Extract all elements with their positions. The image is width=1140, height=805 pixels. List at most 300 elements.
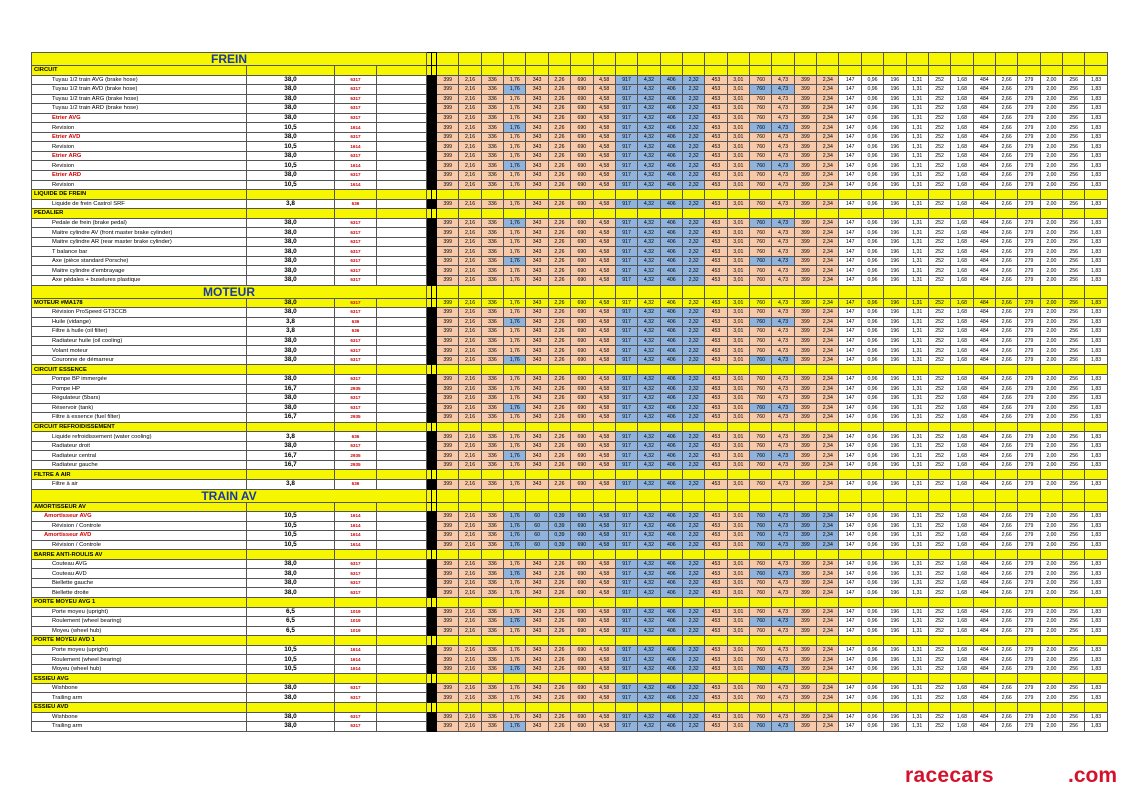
empty-cell — [377, 228, 427, 238]
value-cell: 2,26 — [548, 132, 570, 142]
value-cell: 484 — [973, 113, 995, 123]
empty-cell — [861, 190, 883, 200]
value-cell: 399 — [794, 161, 816, 171]
value-cell: 2,16 — [459, 569, 481, 579]
ref-cell: 6317 — [335, 256, 377, 266]
hours-cell: 38,0 — [247, 228, 335, 238]
value-cell: 4,58 — [593, 655, 615, 665]
value-cell: 2,16 — [459, 298, 481, 308]
value-cell: 406 — [660, 142, 682, 152]
empty-cell — [1018, 285, 1040, 298]
empty-cell — [1018, 209, 1040, 219]
value-cell: 252 — [928, 228, 950, 238]
empty-cell — [481, 285, 503, 298]
empty-cell — [839, 285, 861, 298]
value-cell: 2,26 — [548, 151, 570, 161]
empty-cell — [951, 703, 973, 713]
hours-cell: 38,0 — [247, 171, 335, 181]
value-cell: 256 — [1063, 569, 1085, 579]
value-cell: 2,34 — [817, 569, 839, 579]
value-cell: 1,76 — [504, 113, 526, 123]
value-cell: 2,34 — [817, 247, 839, 257]
value-cell: 343 — [526, 161, 548, 171]
value-cell: 2,32 — [682, 588, 704, 598]
value-cell: 690 — [571, 276, 593, 286]
category-row — [32, 502, 1108, 512]
empty-cell — [817, 703, 839, 713]
value-cell: 3,01 — [727, 479, 749, 489]
value-cell: 399 — [794, 460, 816, 470]
value-cell: 484 — [973, 403, 995, 413]
value-cell: 484 — [973, 588, 995, 598]
empty-cell — [1040, 550, 1062, 560]
empty-cell — [377, 266, 427, 276]
value-cell: 760 — [750, 327, 772, 337]
value-cell: 453 — [705, 432, 727, 442]
value-cell: 2,66 — [995, 142, 1017, 152]
value-cell: 256 — [1063, 540, 1085, 550]
value-cell: 690 — [571, 199, 593, 209]
hours-cell: 10,5 — [247, 512, 335, 522]
value-cell: 917 — [615, 199, 637, 209]
empty-cell — [1085, 502, 1107, 512]
empty-cell — [459, 636, 481, 646]
value-cell: 917 — [615, 113, 637, 123]
empty-cell — [951, 190, 973, 200]
value-cell: 196 — [884, 161, 906, 171]
value-cell: 252 — [928, 683, 950, 693]
value-cell: 256 — [1063, 199, 1085, 209]
value-cell: 343 — [526, 569, 548, 579]
empty-cell — [548, 422, 570, 432]
value-cell: 279 — [1018, 664, 1040, 674]
value-cell: 2,16 — [459, 161, 481, 171]
ref-cell: 6317 — [335, 276, 377, 286]
value-cell: 1,31 — [906, 683, 928, 693]
value-cell: 4,58 — [593, 384, 615, 394]
hours-cell: 38,0 — [247, 394, 335, 404]
value-cell: 399 — [794, 712, 816, 722]
value-cell: 0,96 — [861, 171, 883, 181]
value-cell: 1,83 — [1085, 199, 1107, 209]
value-cell: 279 — [1018, 228, 1040, 238]
empty-cell — [335, 597, 377, 607]
value-cell: 0,96 — [861, 655, 883, 665]
empty-cell — [1085, 422, 1107, 432]
value-cell: 2,26 — [548, 403, 570, 413]
value-cell: 399 — [437, 228, 459, 238]
value-cell: 399 — [437, 559, 459, 569]
data-row — [32, 171, 1108, 181]
value-cell: 4,32 — [638, 346, 660, 356]
value-cell: 2,66 — [995, 664, 1017, 674]
value-cell: 399 — [794, 607, 816, 617]
value-cell: 917 — [615, 479, 637, 489]
value-cell: 4,32 — [638, 336, 660, 346]
empty-cell — [772, 285, 794, 298]
value-cell: 917 — [615, 142, 637, 152]
empty-cell — [247, 703, 335, 713]
value-cell: 399 — [437, 521, 459, 531]
value-cell: 2,66 — [995, 298, 1017, 308]
value-cell: 399 — [794, 451, 816, 461]
value-cell: 399 — [794, 266, 816, 276]
value-cell: 760 — [750, 531, 772, 541]
value-cell: 336 — [481, 308, 503, 318]
value-cell: 760 — [750, 218, 772, 228]
empty-cell — [571, 190, 593, 200]
value-cell: 2,26 — [548, 308, 570, 318]
brand-logo-tld: .com — [1068, 764, 1118, 787]
value-cell: 917 — [615, 645, 637, 655]
empty-cell — [377, 470, 427, 480]
value-cell: 399 — [437, 413, 459, 423]
value-cell: 1,76 — [504, 161, 526, 171]
empty-cell — [526, 674, 548, 684]
empty-cell — [750, 550, 772, 560]
value-cell: 4,73 — [772, 712, 794, 722]
value-cell: 2,26 — [548, 346, 570, 356]
value-cell: 2,66 — [995, 374, 1017, 384]
empty-cell — [459, 190, 481, 200]
value-cell: 343 — [526, 384, 548, 394]
value-cell: 279 — [1018, 132, 1040, 142]
value-cell: 406 — [660, 94, 682, 104]
empty-cell — [615, 470, 637, 480]
value-cell: 453 — [705, 394, 727, 404]
value-cell: 2,32 — [682, 94, 704, 104]
value-cell: 2,34 — [817, 218, 839, 228]
hours-cell: 38,0 — [247, 75, 335, 85]
value-cell: 2,66 — [995, 722, 1017, 732]
empty-cell — [727, 550, 749, 560]
value-cell: 4,58 — [593, 355, 615, 365]
ref-cell: 6317 — [335, 151, 377, 161]
value-cell: 1,83 — [1085, 578, 1107, 588]
value-cell: 1,83 — [1085, 512, 1107, 522]
value-cell: 1,68 — [951, 180, 973, 190]
empty-cell — [593, 550, 615, 560]
value-cell: 2,00 — [1040, 460, 1062, 470]
value-cell: 399 — [437, 151, 459, 161]
value-cell: 2,00 — [1040, 247, 1062, 257]
data-row — [32, 626, 1108, 636]
value-cell: 1,83 — [1085, 276, 1107, 286]
value-cell: 1,68 — [951, 218, 973, 228]
value-cell: 1,31 — [906, 298, 928, 308]
empty-cell — [459, 365, 481, 375]
ref-cell: 1614 — [335, 161, 377, 171]
value-cell: 399 — [794, 403, 816, 413]
empty-cell — [377, 355, 427, 365]
value-cell: 484 — [973, 384, 995, 394]
value-cell: 196 — [884, 655, 906, 665]
value-cell: 147 — [839, 266, 861, 276]
empty-cell — [1040, 365, 1062, 375]
value-cell: 2,66 — [995, 355, 1017, 365]
value-cell: 760 — [750, 479, 772, 489]
value-cell: 1,31 — [906, 327, 928, 337]
value-cell: 917 — [615, 403, 637, 413]
value-cell: 453 — [705, 298, 727, 308]
value-cell: 3,01 — [727, 722, 749, 732]
data-row — [32, 104, 1108, 114]
value-cell: 453 — [705, 626, 727, 636]
value-cell: 0,96 — [861, 626, 883, 636]
value-cell: 4,73 — [772, 256, 794, 266]
value-cell: 484 — [973, 298, 995, 308]
ref-cell: 6317 — [335, 722, 377, 732]
value-cell: 2,32 — [682, 256, 704, 266]
value-cell: 2,26 — [548, 199, 570, 209]
value-cell: 1,68 — [951, 712, 973, 722]
value-cell: 196 — [884, 626, 906, 636]
value-cell: 2,16 — [459, 256, 481, 266]
value-cell: 4,58 — [593, 218, 615, 228]
value-cell: 1,68 — [951, 626, 973, 636]
value-cell: 2,34 — [817, 171, 839, 181]
value-cell: 336 — [481, 722, 503, 732]
empty-cell — [705, 636, 727, 646]
value-cell: 690 — [571, 626, 593, 636]
value-cell: 453 — [705, 94, 727, 104]
empty-cell — [995, 365, 1017, 375]
value-cell: 4,32 — [638, 722, 660, 732]
empty-cell — [1085, 489, 1107, 502]
hours-cell: 38,0 — [247, 441, 335, 451]
empty-cell — [377, 209, 427, 219]
empty-cell — [861, 285, 883, 298]
empty-cell — [1063, 365, 1085, 375]
value-cell: 3,01 — [727, 693, 749, 703]
value-cell: 917 — [615, 247, 637, 257]
value-cell: 399 — [437, 451, 459, 461]
value-cell: 2,16 — [459, 531, 481, 541]
value-cell: 4,58 — [593, 479, 615, 489]
data-row — [32, 645, 1108, 655]
value-cell: 196 — [884, 607, 906, 617]
value-cell: 252 — [928, 94, 950, 104]
value-cell: 1,83 — [1085, 180, 1107, 190]
value-cell: 2,26 — [548, 683, 570, 693]
empty-cell — [861, 550, 883, 560]
value-cell: 1,68 — [951, 540, 973, 550]
value-cell: 690 — [571, 403, 593, 413]
value-cell: 1,68 — [951, 569, 973, 579]
empty-cell — [593, 285, 615, 298]
value-cell: 690 — [571, 218, 593, 228]
value-cell: 2,66 — [995, 432, 1017, 442]
value-cell: 3,01 — [727, 123, 749, 133]
value-cell: 0,96 — [861, 308, 883, 318]
value-cell: 2,16 — [459, 607, 481, 617]
empty-cell — [526, 489, 548, 502]
empty-cell — [1018, 550, 1040, 560]
value-cell: 453 — [705, 199, 727, 209]
value-cell: 3,01 — [727, 512, 749, 522]
empty-cell — [548, 502, 570, 512]
row-label: T balance bar — [32, 247, 247, 257]
value-cell: 4,32 — [638, 161, 660, 171]
value-cell: 484 — [973, 171, 995, 181]
hours-cell: 38,0 — [247, 256, 335, 266]
value-cell: 256 — [1063, 218, 1085, 228]
value-cell: 4,73 — [772, 531, 794, 541]
empty-cell — [526, 365, 548, 375]
empty-cell — [615, 703, 637, 713]
value-cell: 147 — [839, 712, 861, 722]
empty-cell — [682, 703, 704, 713]
value-cell: 4,58 — [593, 113, 615, 123]
value-cell: 1,31 — [906, 113, 928, 123]
value-cell: 1,83 — [1085, 151, 1107, 161]
value-cell: 4,73 — [772, 479, 794, 489]
value-cell: 3,01 — [727, 317, 749, 327]
value-cell: 690 — [571, 531, 593, 541]
value-cell: 1,31 — [906, 247, 928, 257]
empty-cell — [1018, 53, 1040, 66]
value-cell: 2,26 — [548, 617, 570, 627]
empty-cell — [705, 597, 727, 607]
value-cell: 336 — [481, 645, 503, 655]
value-cell: 3,01 — [727, 180, 749, 190]
empty-cell — [377, 479, 427, 489]
empty-cell — [861, 636, 883, 646]
value-cell: 252 — [928, 298, 950, 308]
value-cell: 4,58 — [593, 85, 615, 95]
value-cell: 917 — [615, 151, 637, 161]
empty-cell — [750, 489, 772, 502]
value-cell: 336 — [481, 237, 503, 247]
value-cell: 336 — [481, 298, 503, 308]
value-cell: 1,31 — [906, 218, 928, 228]
empty-cell — [750, 209, 772, 219]
empty-cell — [377, 276, 427, 286]
empty-cell — [481, 365, 503, 375]
empty-cell — [906, 422, 928, 432]
value-cell: 4,32 — [638, 479, 660, 489]
value-cell: 2,26 — [548, 626, 570, 636]
empty-cell — [459, 489, 481, 502]
category-title: PORTE MOYEU AVG 1 — [32, 597, 247, 607]
empty-cell — [839, 597, 861, 607]
value-cell: 399 — [437, 432, 459, 442]
value-cell: 1,76 — [504, 460, 526, 470]
hours-cell: 38,0 — [247, 151, 335, 161]
value-cell: 256 — [1063, 228, 1085, 238]
hours-cell: 38,0 — [247, 266, 335, 276]
value-cell: 917 — [615, 512, 637, 522]
value-cell: 406 — [660, 218, 682, 228]
value-cell: 484 — [973, 228, 995, 238]
empty-cell — [593, 489, 615, 502]
empty-cell — [817, 597, 839, 607]
empty-cell — [377, 308, 427, 318]
value-cell: 484 — [973, 460, 995, 470]
value-cell: 1,83 — [1085, 683, 1107, 693]
row-label: Radiateur central — [32, 451, 247, 461]
empty-cell — [973, 550, 995, 560]
value-cell: 4,58 — [593, 276, 615, 286]
empty-cell — [437, 285, 459, 298]
value-cell: 4,58 — [593, 228, 615, 238]
empty-cell — [1085, 365, 1107, 375]
value-cell: 3,01 — [727, 132, 749, 142]
value-cell: 399 — [794, 327, 816, 337]
value-cell: 2,34 — [817, 308, 839, 318]
value-cell: 406 — [660, 645, 682, 655]
hours-cell: 6,5 — [247, 607, 335, 617]
value-cell: 1,76 — [504, 512, 526, 522]
value-cell: 343 — [526, 460, 548, 470]
value-cell: 2,16 — [459, 199, 481, 209]
value-cell: 406 — [660, 180, 682, 190]
value-cell: 336 — [481, 247, 503, 257]
value-cell: 1,31 — [906, 432, 928, 442]
value-cell: 1,31 — [906, 655, 928, 665]
empty-cell — [377, 703, 427, 713]
value-cell: 1,31 — [906, 171, 928, 181]
value-cell: 3,01 — [727, 94, 749, 104]
value-cell: 1,83 — [1085, 722, 1107, 732]
row-label: Révision / Controle — [32, 521, 247, 531]
value-cell: 1,76 — [504, 683, 526, 693]
empty-cell — [884, 285, 906, 298]
empty-cell — [377, 123, 427, 133]
value-cell: 760 — [750, 336, 772, 346]
value-cell: 1,68 — [951, 722, 973, 732]
empty-cell — [995, 285, 1017, 298]
value-cell: 690 — [571, 655, 593, 665]
value-cell: 917 — [615, 693, 637, 703]
value-cell: 343 — [526, 693, 548, 703]
ref-cell: 6317 — [335, 394, 377, 404]
value-cell: 2,00 — [1040, 479, 1062, 489]
empty-cell — [335, 422, 377, 432]
value-cell: 336 — [481, 276, 503, 286]
value-cell: 1,68 — [951, 531, 973, 541]
value-cell: 196 — [884, 180, 906, 190]
value-cell: 256 — [1063, 247, 1085, 257]
value-cell: 2,26 — [548, 75, 570, 85]
value-cell: 147 — [839, 276, 861, 286]
value-cell: 343 — [526, 308, 548, 318]
value-cell: 147 — [839, 626, 861, 636]
empty-cell — [504, 422, 526, 432]
value-cell: 2,00 — [1040, 626, 1062, 636]
empty-cell — [377, 94, 427, 104]
value-cell: 4,58 — [593, 199, 615, 209]
empty-cell — [377, 151, 427, 161]
empty-cell — [437, 470, 459, 480]
category-row — [32, 209, 1108, 219]
value-cell: 399 — [437, 336, 459, 346]
empty-cell — [682, 470, 704, 480]
hours-cell: 38,0 — [247, 85, 335, 95]
value-cell: 2,34 — [817, 256, 839, 266]
empty-cell — [995, 53, 1017, 66]
empty-cell — [839, 703, 861, 713]
empty-cell — [593, 422, 615, 432]
value-cell: 3,01 — [727, 346, 749, 356]
value-cell: 2,66 — [995, 218, 1017, 228]
value-cell: 406 — [660, 578, 682, 588]
empty-cell — [727, 489, 749, 502]
value-cell: 256 — [1063, 113, 1085, 123]
value-cell: 336 — [481, 94, 503, 104]
value-cell: 147 — [839, 512, 861, 522]
value-cell: 453 — [705, 664, 727, 674]
